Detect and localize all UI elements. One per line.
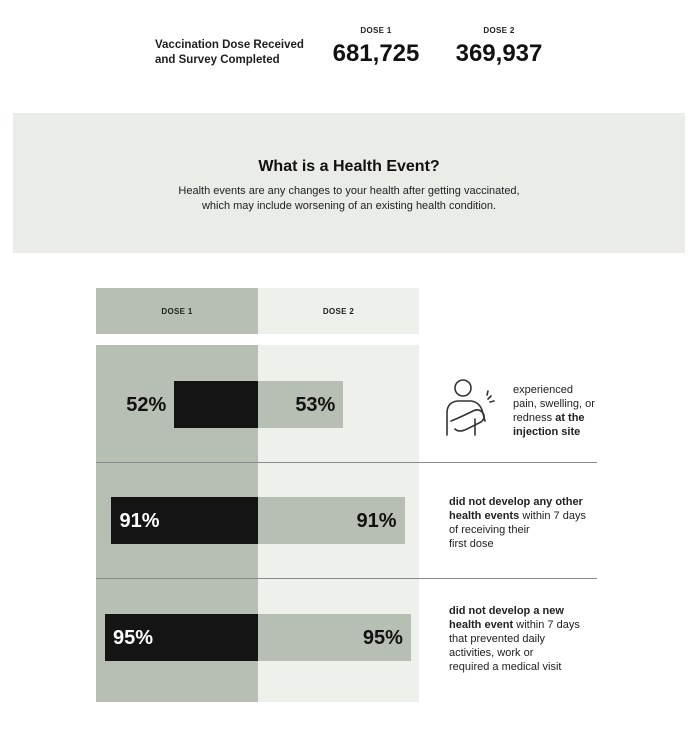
description-line [449, 618, 580, 632]
row-description [449, 604, 580, 674]
person-injection-site-icon [441, 377, 503, 437]
dose2-count: 369,937 [455, 40, 543, 67]
dose2-value-label: 95% [362, 627, 403, 649]
dose1-value-label: 91% [119, 510, 160, 532]
info-title: What is a Health Event? [258, 158, 440, 175]
description-text: redness [513, 412, 556, 424]
dose1-caption: DOSE 1 [360, 26, 392, 35]
dose1-column-header: DOSE 1 [96, 288, 258, 334]
description-text: pain, swelling, or [513, 398, 595, 410]
description-text: that prevented daily [449, 633, 546, 645]
description-line [449, 523, 586, 537]
row-divider [96, 578, 597, 579]
health-event-info-panel [13, 113, 685, 253]
description-text: experienced [513, 384, 573, 396]
description-line [449, 495, 586, 509]
description-emphasis: health event [449, 619, 514, 631]
dose2-caption: DOSE 2 [483, 26, 515, 35]
summary-label [155, 38, 304, 68]
dose1-bar [174, 381, 258, 428]
description-line [513, 397, 595, 411]
description-emphasis: at the [555, 412, 585, 424]
description-line [513, 425, 595, 439]
description-text: within 7 days [513, 619, 580, 631]
description-line [449, 646, 580, 660]
description-line [513, 411, 595, 425]
description-line [513, 383, 595, 397]
info-body-line1: Health events are any changes to your health after getting vaccinated, [178, 185, 520, 197]
summary-label-line2: and Survey Completed [155, 54, 280, 66]
description-emphasis: did not develop any other [449, 496, 583, 508]
description-text: within 7 days [519, 510, 586, 522]
description-line [449, 537, 586, 551]
description-text: first dose [449, 538, 494, 550]
row-description [449, 495, 586, 551]
description-line [449, 632, 580, 646]
info-body-line2: which may include worsening of an existing health condition. [201, 200, 497, 212]
description-text: activities, work or [449, 647, 534, 659]
dose1-value-label: 52% [126, 394, 167, 416]
description-line [449, 509, 586, 523]
row-divider [96, 462, 597, 463]
description-emphasis: injection site [513, 426, 581, 438]
row-description [513, 383, 595, 439]
description-line [449, 660, 580, 674]
description-emphasis: health events [449, 510, 520, 522]
dose1-count: 681,725 [332, 40, 420, 67]
dose2-value-label: 53% [295, 394, 336, 416]
dose2-value-label: 91% [356, 510, 397, 532]
info-body [13, 184, 685, 214]
dose1-value-label: 95% [113, 627, 154, 649]
description-text: required a medical visit [449, 661, 562, 673]
dose2-column-header: DOSE 2 [258, 288, 419, 334]
description-emphasis: did not develop a new [449, 605, 564, 617]
summary-label-line1: Vaccination Dose Received [155, 39, 304, 51]
description-line [449, 604, 580, 618]
description-text: of receiving their [449, 524, 530, 536]
